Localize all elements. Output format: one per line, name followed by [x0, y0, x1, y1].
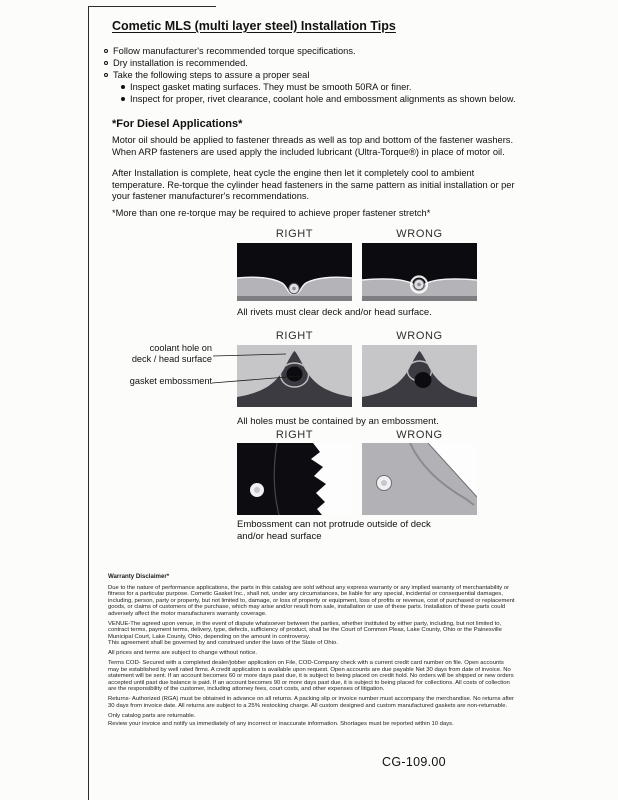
figure-rivet-wrong	[362, 243, 477, 301]
figure-embossment-wrong	[362, 345, 477, 407]
coolant-hole-label	[126, 343, 212, 365]
coolant-hole-label-line2: deck / head surface	[131, 353, 212, 364]
list-item	[104, 45, 528, 57]
warranty-disclaimer	[108, 574, 516, 731]
diesel-paragraph-2: After Installation is complete, heat cycle the engine then let it completely cool to ambient temperature. Re-torque the cylinder head fasteners in the same pattern as initial installation or per your fastener manufacturer's recommendations.	[112, 168, 515, 202]
wrong-label: WRONG	[396, 429, 443, 441]
installation-tips-list	[104, 45, 528, 105]
tip-text: Follow manufacturer's recommended torque specifications.	[113, 46, 356, 56]
protrusion-caption-line2: and/or head surface	[237, 530, 322, 542]
diesel-applications-heading: *For Diesel Applications*	[112, 118, 243, 130]
figure-caption-holes: All holes must be contained by an embossment.	[237, 416, 439, 427]
figure-caption-rivets: All rivets must clear deck and/or head surface.	[237, 307, 432, 318]
solid-bullet-icon	[121, 97, 125, 101]
page-left-rule	[88, 6, 89, 800]
hollow-bullet-icon	[104, 61, 108, 65]
retorque-note: *More than one re-torque may be required to achieve proper fastener stretch*	[112, 208, 431, 218]
list-item	[104, 69, 528, 81]
protrusion-caption-line1: Embossment can not protrude outside of deck	[237, 519, 431, 530]
figure-protrusion-right	[237, 443, 352, 515]
diesel-paragraph-1: Motor oil should be applied to fastener threads as well as top and bottom of the fastener washers. When ARP fasteners are used apply the included lubricant (Ultra-Torque®) in place of motor oil.	[112, 135, 514, 157]
label-pointer-lines	[212, 347, 307, 387]
warranty-heading: Warranty Disclaimer*	[108, 573, 170, 580]
warranty-paragraph: Review your invoice and notify us immediately of any incorrect or inaccurate information. Shortages must be reported within 10 days.	[108, 720, 454, 727]
wrong-label: WRONG	[396, 228, 443, 240]
tip-text: Inspect for proper, rivet clearance, coolant hole and embossment alignments as shown below.	[130, 94, 516, 104]
warranty-paragraph: Due to the nature of performance applications, the parts in this catalog are sold without any express warranty or any implied warranty of merchantability or fitness for a particular purpose. Cometic Gasket Inc., shall not, under any circumstances, be liable for any special, incidental or consequential damages, including, person, party or property, but not limited to, damage, or loss of property or equipment, loss of profits or revenue, cost of purchased or replacement goods, or claims of customers of the purchase, which may arise and/or result from sale, installation or use of these parts. Installation of these parts could adversely affect the motor manufacturers warranty coverage.	[108, 584, 515, 617]
right-label: RIGHT	[275, 330, 314, 342]
coolant-hole-label-line1: coolant hole on	[149, 343, 212, 353]
tip-text: Inspect gasket mating surfaces. They must be smooth 50RA or finer.	[130, 82, 412, 92]
list-item	[121, 93, 528, 105]
hollow-bullet-icon	[104, 73, 108, 77]
warranty-paragraph: This agreement shall be governed by and construed under the laws of the State of Ohio.	[108, 640, 338, 646]
gasket-embossment-label: gasket embossment	[129, 376, 212, 386]
page-code: CG-109.00	[382, 755, 446, 769]
warranty-paragraph: VENUE-The agreed upon venue, in the event of dispute whatsoever between the parties, whether instituted by either party, including, but not limited to, contract terms, payment terms, delivery, type, defects, sufficiency of product, shall be the Court of Common Pleas, Lake County, Ohio or the Painesville Municipal Court, Lake County, Ohio, depending on the amount in controversy.	[108, 620, 502, 640]
wrong-label: WRONG	[396, 330, 443, 342]
warranty-paragraph: All prices and terms are subject to change without notice.	[108, 650, 257, 656]
tip-text: Dry installation is recommended.	[113, 58, 248, 68]
page-title: Cometic MLS (multi layer steel) Installation Tips	[112, 19, 396, 33]
right-label: RIGHT	[275, 429, 314, 441]
page-top-rule	[88, 6, 216, 7]
warranty-paragraph: Only catalog parts are returnable.	[108, 712, 196, 719]
figure-rivet-right	[237, 243, 352, 301]
solid-bullet-icon	[121, 85, 125, 89]
warranty-paragraph: Returns- Authorized (RGA) must be obtained in advance on all returns. A packing slip or invoice number must accompany the merchandise. No returns after 30 days from invoice date. All returns are subject to a 25% restocking charge. All custom designed and custom manufactured gaskets are non-returnable.	[108, 696, 515, 709]
figure-caption-protrusion	[237, 519, 497, 542]
figure-protrusion-wrong	[362, 443, 477, 515]
hollow-bullet-icon	[104, 49, 108, 53]
right-label: RIGHT	[275, 228, 314, 240]
list-item	[104, 57, 528, 69]
tip-text: Take the following steps to assure a proper seal	[113, 70, 310, 80]
list-item	[121, 81, 528, 93]
warranty-paragraph: Terms COD- Secured with a completed dealer/jobber application on File, COD-Company check with a current credit card number on file. Open accounts may be established by well rated firms. A credit application is available upon request. Open accounts are due payable Net 30 days from date of invoice. No statement will be sent. If an account becomes 60 or more days past due, it is subject to being placed on credit hold. No orders will be shipped or new orders accepted until past due balance is paid. If an account becomes 90 or more days past due, it is subject to being placed for collections. All costs of collection are the responsibility of the customer, including attorney fees, court costs, and other expenses of litigation.	[108, 660, 514, 692]
